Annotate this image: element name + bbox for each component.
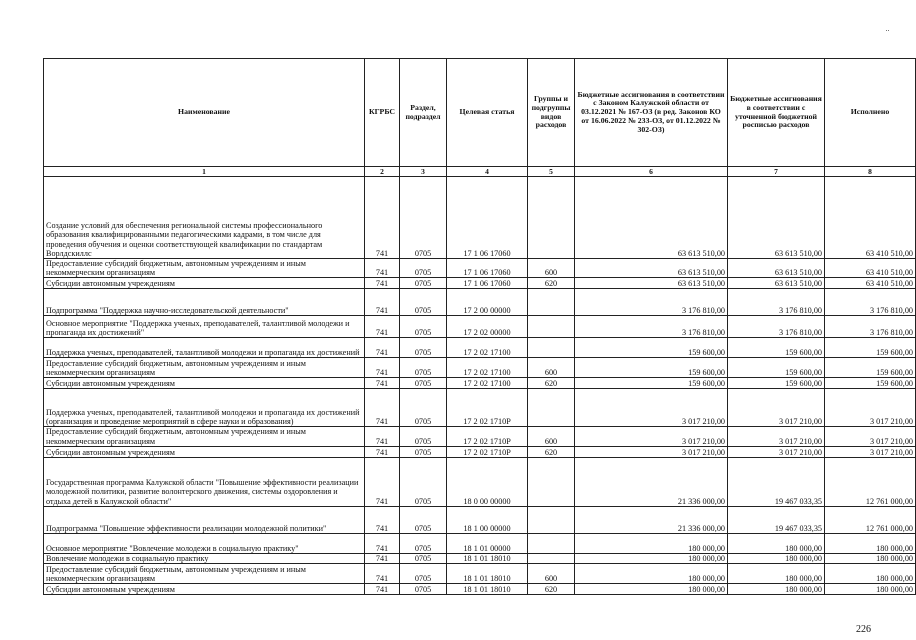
row-section: 0705: [400, 316, 447, 338]
header-target: Целевая статья: [447, 59, 528, 167]
row-kgrbs: 741: [365, 316, 400, 338]
row-name: Основное мероприятие "Поддержка ученых, преподавателей, талантливой молодежи и пропаганда их достижений": [44, 316, 365, 338]
row-executed-amount: 3 017 210,00: [825, 446, 916, 457]
row-target-article: 17 2 02 1710Р: [447, 446, 528, 457]
table-row: [44, 278, 916, 289]
row-name: Субсидии автономным учреждениям: [44, 446, 365, 457]
row-kgrbs: 741: [365, 446, 400, 457]
row-kgrbs: 741: [365, 427, 400, 446]
row-target-article: 17 1 06 17060: [447, 278, 528, 289]
row-executed-amount: 3 176 810,00: [825, 316, 916, 338]
row-name: Вовлечение молодежи в социальную практику: [44, 553, 365, 563]
row-expense-group: [528, 553, 575, 563]
header-refined: Бюджетные ассигнования в соответствии с уточненной бюджетной росписью расходов: [728, 59, 825, 167]
budget-execution-table: [43, 58, 916, 595]
row-name: Субсидии автономным учреждениям: [44, 378, 365, 389]
header-executed: Исполнено: [825, 59, 916, 167]
row-expense-group: [528, 316, 575, 338]
column-number: 7: [728, 167, 825, 177]
row-expense-group: 600: [528, 358, 575, 378]
row-expense-group: [528, 177, 575, 259]
row-name: Предоставление субсидий бюджетным, автономным учреждениям и иным некоммерческим организациям: [44, 563, 365, 583]
row-target-article: 17 2 00 00000: [447, 289, 528, 316]
table-row: [44, 553, 916, 563]
table-header: [44, 59, 916, 177]
column-number: 4: [447, 167, 528, 177]
row-section: 0705: [400, 457, 447, 506]
table-row: [44, 563, 916, 583]
row-target-article: 17 2 02 1710Р: [447, 427, 528, 446]
table-row: [44, 533, 916, 553]
row-section: 0705: [400, 563, 447, 583]
row-kgrbs: 741: [365, 506, 400, 533]
row-expense-group: [528, 457, 575, 506]
row-section: 0705: [400, 446, 447, 457]
row-refined-amount: 159 600,00: [728, 338, 825, 358]
row-executed-amount: 63 410 510,00: [825, 177, 916, 259]
header-allocated: Бюджетные ассигнования в соответствии с Законом Калужской области от 03.12.2021 № 167-ОЗ (в ред. Законов КО от 16.06.2022 № 233-ОЗ, от 01.12.2022 № 302-ОЗ): [575, 59, 728, 167]
row-allocated-amount: 3 176 810,00: [575, 316, 728, 338]
column-number: 2: [365, 167, 400, 177]
row-section: 0705: [400, 553, 447, 563]
row-executed-amount: 159 600,00: [825, 378, 916, 389]
row-refined-amount: 159 600,00: [728, 378, 825, 389]
row-target-article: 17 2 02 00000: [447, 316, 528, 338]
row-target-article: 18 1 01 18010: [447, 563, 528, 583]
table-row: [44, 259, 916, 278]
row-allocated-amount: 63 613 510,00: [575, 278, 728, 289]
row-executed-amount: 12 761 000,00: [825, 506, 916, 533]
table-row: [44, 446, 916, 457]
table-row: [44, 583, 916, 594]
table-row: [44, 506, 916, 533]
row-name: Создание условий для обеспечения региональной системы профессионального образования квалифицированными педагогическими кадрами, в том числе для проведения обучения и оценки соответствующей квалификации по стандартам Ворлдскиллс: [44, 177, 365, 259]
row-name: Субсидии автономным учреждениям: [44, 278, 365, 289]
row-target-article: 17 2 02 1710Р: [447, 389, 528, 427]
row-kgrbs: 741: [365, 358, 400, 378]
row-name: Поддержка ученых, преподавателей, талантливой молодежи и пропаганда их достижений: [44, 338, 365, 358]
row-name: Предоставление субсидий бюджетным, автономным учреждениям и иным некоммерческим организациям: [44, 259, 365, 278]
row-refined-amount: 19 467 033,35: [728, 506, 825, 533]
row-executed-amount: 63 410 510,00: [825, 259, 916, 278]
row-refined-amount: 63 613 510,00: [728, 177, 825, 259]
row-name: Поддержка ученых, преподавателей, талантливой молодежи и пропаганда их достижений (организация и проведение мероприятий в сфере науки и образования): [44, 389, 365, 427]
row-expense-group: 620: [528, 278, 575, 289]
row-kgrbs: 741: [365, 533, 400, 553]
row-executed-amount: 63 410 510,00: [825, 278, 916, 289]
row-allocated-amount: 180 000,00: [575, 563, 728, 583]
row-allocated-amount: 63 613 510,00: [575, 259, 728, 278]
header-name: Наименование: [44, 59, 365, 167]
table-row: [44, 389, 916, 427]
row-refined-amount: 19 467 033,35: [728, 457, 825, 506]
row-kgrbs: 741: [365, 583, 400, 594]
row-refined-amount: 180 000,00: [728, 553, 825, 563]
row-section: 0705: [400, 358, 447, 378]
row-name: Субсидии автономным учреждениям: [44, 583, 365, 594]
row-refined-amount: 3 017 210,00: [728, 446, 825, 457]
table-row: [44, 378, 916, 389]
row-name: Предоставление субсидий бюджетным, автономным учреждениям и иным некоммерческим организациям: [44, 427, 365, 446]
row-name: Подпрограмма "Повышение эффективности реализации молодежной политики": [44, 506, 365, 533]
row-allocated-amount: 159 600,00: [575, 378, 728, 389]
row-expense-group: 600: [528, 259, 575, 278]
row-refined-amount: 63 613 510,00: [728, 278, 825, 289]
row-kgrbs: 741: [365, 563, 400, 583]
row-name: Государственная программа Калужской области "Повышение эффективности реализации молодежной политики, развитие волонтерского движения, системы оздоровления и отдыха детей в Калужской области": [44, 457, 365, 506]
header-groups: Группы и подгруппы видов расходов: [528, 59, 575, 167]
header-section: Раздел, подраздел: [400, 59, 447, 167]
row-expense-group: [528, 338, 575, 358]
row-allocated-amount: 159 600,00: [575, 338, 728, 358]
row-executed-amount: 3 017 210,00: [825, 389, 916, 427]
row-kgrbs: 741: [365, 378, 400, 389]
column-number: 8: [825, 167, 916, 177]
table-row: [44, 289, 916, 316]
corner-mark: [886, 30, 889, 32]
row-section: 0705: [400, 583, 447, 594]
row-target-article: 17 2 02 17100: [447, 358, 528, 378]
row-expense-group: [528, 389, 575, 427]
table-row: [44, 358, 916, 378]
row-allocated-amount: 180 000,00: [575, 533, 728, 553]
row-target-article: 17 2 02 17100: [447, 338, 528, 358]
table-body: [44, 177, 916, 595]
row-executed-amount: 159 600,00: [825, 358, 916, 378]
row-expense-group: [528, 533, 575, 553]
column-number: 1: [44, 167, 365, 177]
row-kgrbs: 741: [365, 259, 400, 278]
row-section: 0705: [400, 259, 447, 278]
row-executed-amount: 159 600,00: [825, 338, 916, 358]
row-refined-amount: 180 000,00: [728, 563, 825, 583]
table-row: [44, 338, 916, 358]
row-executed-amount: 3 176 810,00: [825, 289, 916, 316]
row-section: 0705: [400, 533, 447, 553]
row-expense-group: 620: [528, 446, 575, 457]
row-refined-amount: 159 600,00: [728, 358, 825, 378]
column-number: 3: [400, 167, 447, 177]
row-target-article: 18 0 00 00000: [447, 457, 528, 506]
row-refined-amount: 3 017 210,00: [728, 389, 825, 427]
row-expense-group: 620: [528, 378, 575, 389]
row-name: Основное мероприятие "Вовлечение молодежи в социальную практику": [44, 533, 365, 553]
row-refined-amount: 3 176 810,00: [728, 289, 825, 316]
row-target-article: 18 1 01 00000: [447, 533, 528, 553]
table-row: [44, 457, 916, 506]
row-allocated-amount: 159 600,00: [575, 358, 728, 378]
header-kgrbs: КГРБС: [365, 59, 400, 167]
row-section: 0705: [400, 338, 447, 358]
row-expense-group: 620: [528, 583, 575, 594]
row-name: Предоставление субсидий бюджетным, автономным учреждениям и иным некоммерческим организациям: [44, 358, 365, 378]
row-executed-amount: 180 000,00: [825, 563, 916, 583]
row-section: 0705: [400, 506, 447, 533]
table-row: [44, 316, 916, 338]
row-refined-amount: 180 000,00: [728, 583, 825, 594]
row-allocated-amount: 3 017 210,00: [575, 446, 728, 457]
row-allocated-amount: 180 000,00: [575, 583, 728, 594]
row-kgrbs: 741: [365, 278, 400, 289]
row-target-article: 18 1 01 18010: [447, 583, 528, 594]
row-target-article: 18 1 00 00000: [447, 506, 528, 533]
row-section: 0705: [400, 378, 447, 389]
row-refined-amount: 3 176 810,00: [728, 316, 825, 338]
row-executed-amount: 180 000,00: [825, 553, 916, 563]
row-section: 0705: [400, 389, 447, 427]
row-executed-amount: 180 000,00: [825, 583, 916, 594]
table-row: [44, 427, 916, 446]
row-allocated-amount: 180 000,00: [575, 553, 728, 563]
row-expense-group: [528, 506, 575, 533]
row-target-article: 17 1 06 17060: [447, 177, 528, 259]
row-refined-amount: 63 613 510,00: [728, 259, 825, 278]
row-kgrbs: 741: [365, 553, 400, 563]
row-expense-group: [528, 289, 575, 316]
column-number: 5: [528, 167, 575, 177]
row-section: 0705: [400, 278, 447, 289]
row-executed-amount: 12 761 000,00: [825, 457, 916, 506]
row-target-article: 18 1 01 18010: [447, 553, 528, 563]
row-kgrbs: 741: [365, 289, 400, 316]
row-name: Подпрограмма "Поддержка научно-исследовательской деятельности": [44, 289, 365, 316]
row-allocated-amount: 63 613 510,00: [575, 177, 728, 259]
row-kgrbs: 741: [365, 457, 400, 506]
row-refined-amount: 3 017 210,00: [728, 427, 825, 446]
row-executed-amount: 3 017 210,00: [825, 427, 916, 446]
page-number: 226: [856, 624, 871, 635]
row-allocated-amount: 21 336 000,00: [575, 457, 728, 506]
row-kgrbs: 741: [365, 389, 400, 427]
row-allocated-amount: 3 017 210,00: [575, 389, 728, 427]
column-number: 6: [575, 167, 728, 177]
row-target-article: 17 1 06 17060: [447, 259, 528, 278]
row-target-article: 17 2 02 17100: [447, 378, 528, 389]
row-executed-amount: 180 000,00: [825, 533, 916, 553]
row-expense-group: 600: [528, 563, 575, 583]
table-row: [44, 177, 916, 259]
row-section: 0705: [400, 289, 447, 316]
row-kgrbs: 741: [365, 177, 400, 259]
row-section: 0705: [400, 177, 447, 259]
row-kgrbs: 741: [365, 338, 400, 358]
row-section: 0705: [400, 427, 447, 446]
row-allocated-amount: 21 336 000,00: [575, 506, 728, 533]
row-expense-group: 600: [528, 427, 575, 446]
row-refined-amount: 180 000,00: [728, 533, 825, 553]
row-allocated-amount: 3 176 810,00: [575, 289, 728, 316]
row-allocated-amount: 3 017 210,00: [575, 427, 728, 446]
